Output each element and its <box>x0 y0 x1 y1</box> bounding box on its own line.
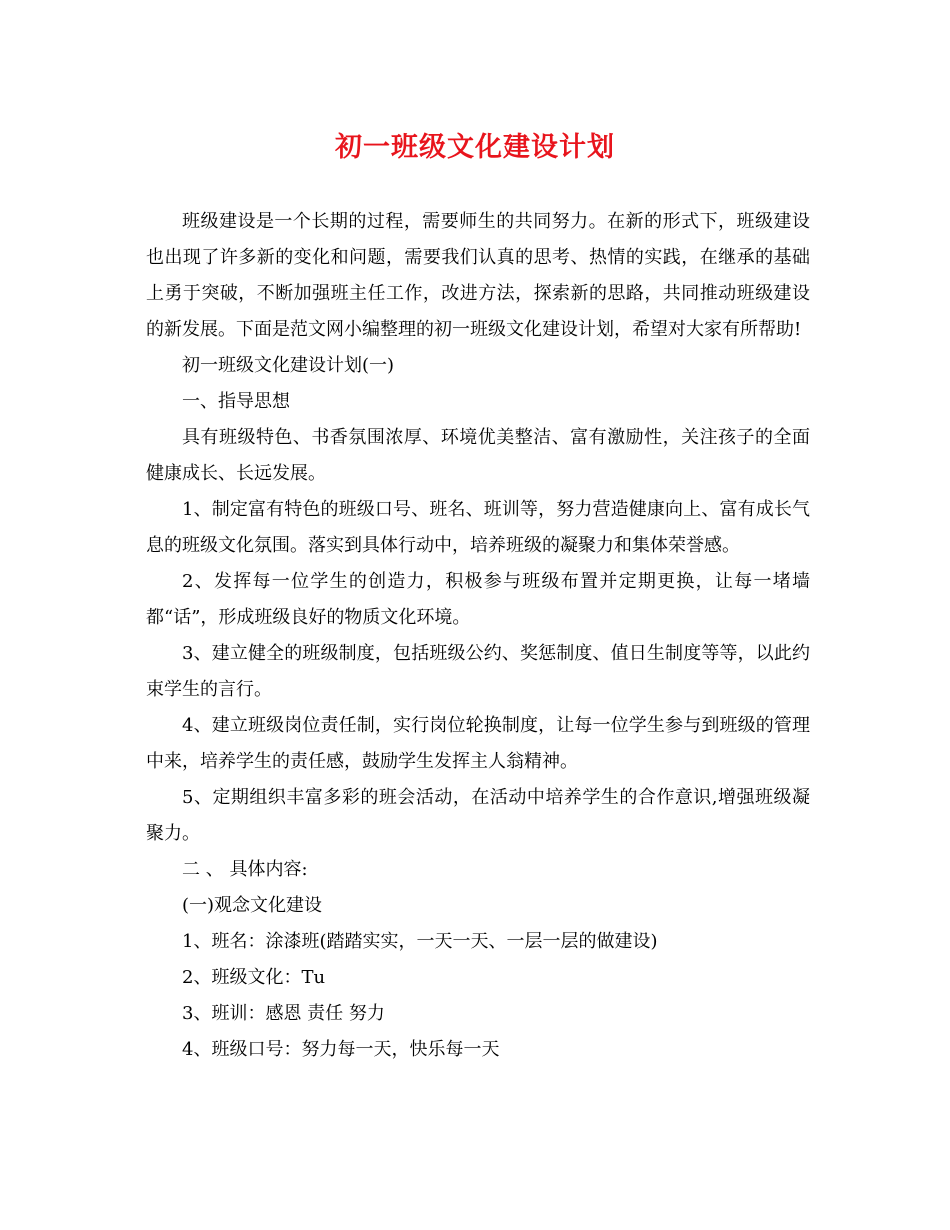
paragraph-concept-culture-heading: (一)观念文化建设 <box>182 895 323 916</box>
paragraph-content-heading: 二 、 具体内容: <box>182 859 308 880</box>
paragraph-intro: 班级建设是一个长期的过程，需要师生的共同努力。在新的形式下，班级建设也出现了许多新的变化和问题，需要我们认真的思考、热情的实践，在继承的基础上勇于突破，不断加强班主任工作，改进方法，探索新的思路，共同推动班级建设的新发展。下面是范文网小编整理的初一班级文化建设计划，希望对大家有所帮助! <box>146 211 810 340</box>
document-body <box>146 204 810 1068</box>
document-title: 初一班级文化建设计划 <box>335 132 615 163</box>
paragraph-plan-one-heading: 初一班级文化建设计划(一) <box>182 355 395 376</box>
paragraph-class-culture: 2、班级文化：Tu <box>182 967 326 988</box>
paragraph-class-slogan: 4、班级口号：努力每一天，快乐每一天 <box>182 1039 500 1060</box>
paragraph-item-4: 4、建立班级岗位责任制，实行岗位轮换制度，让每一位学生参与到班级的管理中来，培养学生的责任感，鼓励学生发挥主人翁精神。 <box>146 715 810 772</box>
paragraph-guiding-thought-heading: 一、指导思想 <box>182 391 290 412</box>
paragraph-class-motto: 3、班训：感恩 责任 努力 <box>182 1003 385 1024</box>
paragraph-item-2: 2、发挥每一位学生的创造力，积极参与班级布置并定期更换，让每一堵墙都“话”，形成班级良好的物质文化环境。 <box>146 571 810 628</box>
paragraph-item-5: 5、定期组织丰富多彩的班会活动，在活动中培养学生的合作意识,增强班级凝聚力。 <box>146 787 810 844</box>
paragraph-class-name: 1、班名：涂漆班(踏踏实实，一天一天、一层一层的做建设) <box>182 931 658 952</box>
paragraph-guiding-thought: 具有班级特色、书香氛围浓厚、环境优美整洁、富有激励性，关注孩子的全面健康成长、长远发展。 <box>146 427 810 484</box>
paragraph-item-3: 3、建立健全的班级制度，包括班级公约、奖惩制度、值日生制度等等，以此约束学生的言行。 <box>146 643 810 700</box>
paragraph-item-1: 1、制定富有特色的班级口号、班名、班训等，努力营造健康向上、富有成长气息的班级文化氛围。落实到具体行动中，培养班级的凝聚力和集体荣誉感。 <box>146 499 810 556</box>
